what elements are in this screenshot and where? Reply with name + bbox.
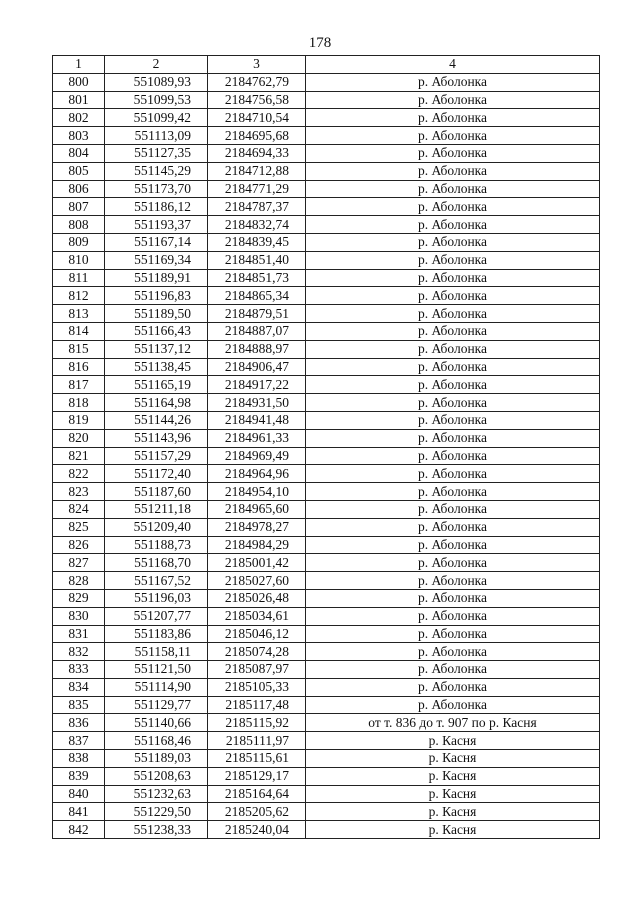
table-row bbox=[53, 429, 600, 447]
point-number-cell: 841 bbox=[53, 803, 105, 821]
x-coordinate-cell: 551169,34 bbox=[105, 251, 208, 269]
table-row bbox=[53, 411, 600, 429]
table-row bbox=[53, 536, 600, 554]
x-coordinate-cell: 551099,53 bbox=[105, 91, 208, 109]
table-row bbox=[53, 144, 600, 162]
table-row bbox=[53, 91, 600, 109]
description-cell: р. Аболонка bbox=[306, 572, 600, 590]
point-number-cell: 810 bbox=[53, 251, 105, 269]
table-header-row bbox=[53, 56, 600, 74]
x-coordinate-cell: 551145,29 bbox=[105, 162, 208, 180]
column-header-3: 3 bbox=[208, 56, 306, 74]
y-coordinate-cell: 2185046,12 bbox=[208, 625, 306, 643]
description-cell: р. Аболонка bbox=[306, 696, 600, 714]
description-cell: р. Аболонка bbox=[306, 500, 600, 518]
y-coordinate-cell: 2185240,04 bbox=[208, 821, 306, 839]
description-cell: р. Аболонка bbox=[306, 376, 600, 394]
y-coordinate-cell: 2184865,34 bbox=[208, 287, 306, 305]
description-cell: р. Аболонка bbox=[306, 678, 600, 696]
description-cell: от т. 836 до т. 907 по р. Касня bbox=[306, 714, 600, 732]
description-cell: р. Касня bbox=[306, 767, 600, 785]
x-coordinate-cell: 551207,77 bbox=[105, 607, 208, 625]
x-coordinate-cell: 551196,83 bbox=[105, 287, 208, 305]
x-coordinate-cell: 551183,86 bbox=[105, 625, 208, 643]
x-coordinate-cell: 551187,60 bbox=[105, 483, 208, 501]
description-cell: р. Касня bbox=[306, 732, 600, 750]
x-coordinate-cell: 551196,03 bbox=[105, 589, 208, 607]
table-row bbox=[53, 340, 600, 358]
description-cell: р. Касня bbox=[306, 785, 600, 803]
x-coordinate-cell: 551129,77 bbox=[105, 696, 208, 714]
table-row bbox=[53, 732, 600, 750]
point-number-cell: 812 bbox=[53, 287, 105, 305]
point-number-cell: 809 bbox=[53, 233, 105, 251]
y-coordinate-cell: 2184771,29 bbox=[208, 180, 306, 198]
y-coordinate-cell: 2184712,88 bbox=[208, 162, 306, 180]
point-number-cell: 806 bbox=[53, 180, 105, 198]
description-cell: р. Аболонка bbox=[306, 394, 600, 412]
description-cell: р. Аболонка bbox=[306, 607, 600, 625]
point-number-cell: 821 bbox=[53, 447, 105, 465]
y-coordinate-cell: 2185105,33 bbox=[208, 678, 306, 696]
y-coordinate-cell: 2184879,51 bbox=[208, 305, 306, 323]
x-coordinate-cell: 551173,70 bbox=[105, 180, 208, 198]
x-coordinate-cell: 551113,09 bbox=[105, 127, 208, 145]
y-coordinate-cell: 2184710,54 bbox=[208, 109, 306, 127]
x-coordinate-cell: 551137,12 bbox=[105, 340, 208, 358]
x-coordinate-cell: 551138,45 bbox=[105, 358, 208, 376]
y-coordinate-cell: 2184906,47 bbox=[208, 358, 306, 376]
description-cell: р. Аболонка bbox=[306, 269, 600, 287]
point-number-cell: 805 bbox=[53, 162, 105, 180]
x-coordinate-cell: 551121,50 bbox=[105, 661, 208, 679]
table-row bbox=[53, 233, 600, 251]
description-cell: р. Аболонка bbox=[306, 144, 600, 162]
y-coordinate-cell: 2184917,22 bbox=[208, 376, 306, 394]
point-number-cell: 811 bbox=[53, 269, 105, 287]
y-coordinate-cell: 2184969,49 bbox=[208, 447, 306, 465]
table-row bbox=[53, 305, 600, 323]
table-row bbox=[53, 643, 600, 661]
description-cell: р. Аболонка bbox=[306, 447, 600, 465]
x-coordinate-cell: 551140,66 bbox=[105, 714, 208, 732]
table-row bbox=[53, 269, 600, 287]
description-cell: р. Аболонка bbox=[306, 91, 600, 109]
point-number-cell: 825 bbox=[53, 518, 105, 536]
description-cell: р. Аболонка bbox=[306, 162, 600, 180]
y-coordinate-cell: 2185164,64 bbox=[208, 785, 306, 803]
y-coordinate-cell: 2184941,48 bbox=[208, 411, 306, 429]
table-row bbox=[53, 500, 600, 518]
table-row bbox=[53, 447, 600, 465]
table-row bbox=[53, 394, 600, 412]
table-row bbox=[53, 162, 600, 180]
x-coordinate-cell: 551167,52 bbox=[105, 572, 208, 590]
point-number-cell: 831 bbox=[53, 625, 105, 643]
x-coordinate-cell: 551144,26 bbox=[105, 411, 208, 429]
point-number-cell: 804 bbox=[53, 144, 105, 162]
point-number-cell: 836 bbox=[53, 714, 105, 732]
description-cell: р. Аболонка bbox=[306, 465, 600, 483]
y-coordinate-cell: 2185074,28 bbox=[208, 643, 306, 661]
point-number-cell: 840 bbox=[53, 785, 105, 803]
x-coordinate-cell: 551167,14 bbox=[105, 233, 208, 251]
description-cell: р. Аболонка bbox=[306, 625, 600, 643]
x-coordinate-cell: 551166,43 bbox=[105, 322, 208, 340]
description-cell: р. Аболонка bbox=[306, 251, 600, 269]
table-row bbox=[53, 127, 600, 145]
point-number-cell: 835 bbox=[53, 696, 105, 714]
column-header-1: 1 bbox=[53, 56, 105, 74]
table-row bbox=[53, 696, 600, 714]
x-coordinate-cell: 551186,12 bbox=[105, 198, 208, 216]
table-row bbox=[53, 483, 600, 501]
point-number-cell: 820 bbox=[53, 429, 105, 447]
table-row bbox=[53, 589, 600, 607]
table-row bbox=[53, 803, 600, 821]
y-coordinate-cell: 2185117,48 bbox=[208, 696, 306, 714]
y-coordinate-cell: 2185087,97 bbox=[208, 661, 306, 679]
table-row bbox=[53, 287, 600, 305]
table-row bbox=[53, 518, 600, 536]
description-cell: р. Аболонка bbox=[306, 483, 600, 501]
x-coordinate-cell: 551164,98 bbox=[105, 394, 208, 412]
table-row bbox=[53, 607, 600, 625]
point-number-cell: 802 bbox=[53, 109, 105, 127]
y-coordinate-cell: 2185001,42 bbox=[208, 554, 306, 572]
table-row bbox=[53, 714, 600, 732]
y-coordinate-cell: 2184965,60 bbox=[208, 500, 306, 518]
table-row bbox=[53, 661, 600, 679]
point-number-cell: 814 bbox=[53, 322, 105, 340]
point-number-cell: 813 bbox=[53, 305, 105, 323]
y-coordinate-cell: 2185205,62 bbox=[208, 803, 306, 821]
table-row bbox=[53, 198, 600, 216]
table-row bbox=[53, 554, 600, 572]
y-coordinate-cell: 2184851,40 bbox=[208, 251, 306, 269]
description-cell: р. Аболонка bbox=[306, 661, 600, 679]
y-coordinate-cell: 2184964,96 bbox=[208, 465, 306, 483]
point-number-cell: 816 bbox=[53, 358, 105, 376]
point-number-cell: 818 bbox=[53, 394, 105, 412]
description-cell: р. Аболонка bbox=[306, 287, 600, 305]
description-cell: р. Аболонка bbox=[306, 198, 600, 216]
x-coordinate-cell: 551208,63 bbox=[105, 767, 208, 785]
point-number-cell: 815 bbox=[53, 340, 105, 358]
description-cell: р. Касня bbox=[306, 803, 600, 821]
y-coordinate-cell: 2184787,37 bbox=[208, 198, 306, 216]
table-row bbox=[53, 625, 600, 643]
point-number-cell: 819 bbox=[53, 411, 105, 429]
x-coordinate-cell: 551165,19 bbox=[105, 376, 208, 394]
y-coordinate-cell: 2185115,92 bbox=[208, 714, 306, 732]
x-coordinate-cell: 551229,50 bbox=[105, 803, 208, 821]
description-cell: р. Аболонка bbox=[306, 411, 600, 429]
x-coordinate-cell: 551189,03 bbox=[105, 750, 208, 768]
point-number-cell: 837 bbox=[53, 732, 105, 750]
y-coordinate-cell: 2184694,33 bbox=[208, 144, 306, 162]
description-cell: р. Аболонка bbox=[306, 643, 600, 661]
x-coordinate-cell: 551238,33 bbox=[105, 821, 208, 839]
point-number-cell: 833 bbox=[53, 661, 105, 679]
x-coordinate-cell: 551114,90 bbox=[105, 678, 208, 696]
y-coordinate-cell: 2185027,60 bbox=[208, 572, 306, 590]
point-number-cell: 817 bbox=[53, 376, 105, 394]
table-row bbox=[53, 767, 600, 785]
table-row bbox=[53, 750, 600, 768]
table-row bbox=[53, 358, 600, 376]
description-cell: р. Аболонка bbox=[306, 322, 600, 340]
description-cell: р. Аболонка bbox=[306, 340, 600, 358]
x-coordinate-cell: 551189,50 bbox=[105, 305, 208, 323]
point-number-cell: 808 bbox=[53, 216, 105, 234]
description-cell: р. Аболонка bbox=[306, 180, 600, 198]
point-number-cell: 832 bbox=[53, 643, 105, 661]
point-number-cell: 800 bbox=[53, 73, 105, 91]
description-cell: р. Аболонка bbox=[306, 305, 600, 323]
y-coordinate-cell: 2185026,48 bbox=[208, 589, 306, 607]
table-row bbox=[53, 109, 600, 127]
x-coordinate-cell: 551189,91 bbox=[105, 269, 208, 287]
y-coordinate-cell: 2184851,73 bbox=[208, 269, 306, 287]
description-cell: р. Касня bbox=[306, 821, 600, 839]
table-row bbox=[53, 465, 600, 483]
y-coordinate-cell: 2184695,68 bbox=[208, 127, 306, 145]
column-header-2: 2 bbox=[105, 56, 208, 74]
x-coordinate-cell: 551211,18 bbox=[105, 500, 208, 518]
x-coordinate-cell: 551127,35 bbox=[105, 144, 208, 162]
y-coordinate-cell: 2185111,97 bbox=[208, 732, 306, 750]
description-cell: р. Аболонка bbox=[306, 358, 600, 376]
description-cell: р. Аболонка bbox=[306, 518, 600, 536]
table-row bbox=[53, 251, 600, 269]
x-coordinate-cell: 551172,40 bbox=[105, 465, 208, 483]
x-coordinate-cell: 551158,11 bbox=[105, 643, 208, 661]
point-number-cell: 839 bbox=[53, 767, 105, 785]
y-coordinate-cell: 2184954,10 bbox=[208, 483, 306, 501]
x-coordinate-cell: 551099,42 bbox=[105, 109, 208, 127]
description-cell: р. Аболонка bbox=[306, 554, 600, 572]
description-cell: р. Аболонка bbox=[306, 589, 600, 607]
point-number-cell: 827 bbox=[53, 554, 105, 572]
table-row bbox=[53, 180, 600, 198]
point-number-cell: 824 bbox=[53, 500, 105, 518]
y-coordinate-cell: 2185115,61 bbox=[208, 750, 306, 768]
table-row bbox=[53, 572, 600, 590]
y-coordinate-cell: 2185129,17 bbox=[208, 767, 306, 785]
y-coordinate-cell: 2184887,07 bbox=[208, 322, 306, 340]
point-number-cell: 830 bbox=[53, 607, 105, 625]
page-number: 178 bbox=[308, 35, 332, 51]
point-number-cell: 803 bbox=[53, 127, 105, 145]
table-row bbox=[53, 785, 600, 803]
point-number-cell: 823 bbox=[53, 483, 105, 501]
description-cell: р. Касня bbox=[306, 750, 600, 768]
description-cell: р. Аболонка bbox=[306, 233, 600, 251]
point-number-cell: 822 bbox=[53, 465, 105, 483]
x-coordinate-cell: 551188,73 bbox=[105, 536, 208, 554]
y-coordinate-cell: 2184832,74 bbox=[208, 216, 306, 234]
x-coordinate-cell: 551157,29 bbox=[105, 447, 208, 465]
y-coordinate-cell: 2185034,61 bbox=[208, 607, 306, 625]
y-coordinate-cell: 2184839,45 bbox=[208, 233, 306, 251]
coordinates-table bbox=[52, 55, 600, 839]
point-number-cell: 826 bbox=[53, 536, 105, 554]
table-row bbox=[53, 73, 600, 91]
y-coordinate-cell: 2184888,97 bbox=[208, 340, 306, 358]
point-number-cell: 807 bbox=[53, 198, 105, 216]
x-coordinate-cell: 551168,70 bbox=[105, 554, 208, 572]
x-coordinate-cell: 551193,37 bbox=[105, 216, 208, 234]
point-number-cell: 838 bbox=[53, 750, 105, 768]
y-coordinate-cell: 2184961,33 bbox=[208, 429, 306, 447]
table-row bbox=[53, 678, 600, 696]
x-coordinate-cell: 551143,96 bbox=[105, 429, 208, 447]
point-number-cell: 828 bbox=[53, 572, 105, 590]
description-cell: р. Аболонка bbox=[306, 536, 600, 554]
x-coordinate-cell: 551089,93 bbox=[105, 73, 208, 91]
description-cell: р. Аболонка bbox=[306, 429, 600, 447]
x-coordinate-cell: 551232,63 bbox=[105, 785, 208, 803]
description-cell: р. Аболонка bbox=[306, 216, 600, 234]
y-coordinate-cell: 2184984,29 bbox=[208, 536, 306, 554]
table-row bbox=[53, 376, 600, 394]
y-coordinate-cell: 2184762,79 bbox=[208, 73, 306, 91]
x-coordinate-cell: 551168,46 bbox=[105, 732, 208, 750]
point-number-cell: 801 bbox=[53, 91, 105, 109]
table-row bbox=[53, 821, 600, 839]
point-number-cell: 842 bbox=[53, 821, 105, 839]
y-coordinate-cell: 2184931,50 bbox=[208, 394, 306, 412]
description-cell: р. Аболонка bbox=[306, 73, 600, 91]
table-row bbox=[53, 216, 600, 234]
point-number-cell: 834 bbox=[53, 678, 105, 696]
description-cell: р. Аболонка bbox=[306, 127, 600, 145]
point-number-cell: 829 bbox=[53, 589, 105, 607]
table-row bbox=[53, 322, 600, 340]
description-cell: р. Аболонка bbox=[306, 109, 600, 127]
x-coordinate-cell: 551209,40 bbox=[105, 518, 208, 536]
y-coordinate-cell: 2184978,27 bbox=[208, 518, 306, 536]
table-body bbox=[53, 73, 600, 838]
y-coordinate-cell: 2184756,58 bbox=[208, 91, 306, 109]
column-header-4: 4 bbox=[306, 56, 600, 74]
